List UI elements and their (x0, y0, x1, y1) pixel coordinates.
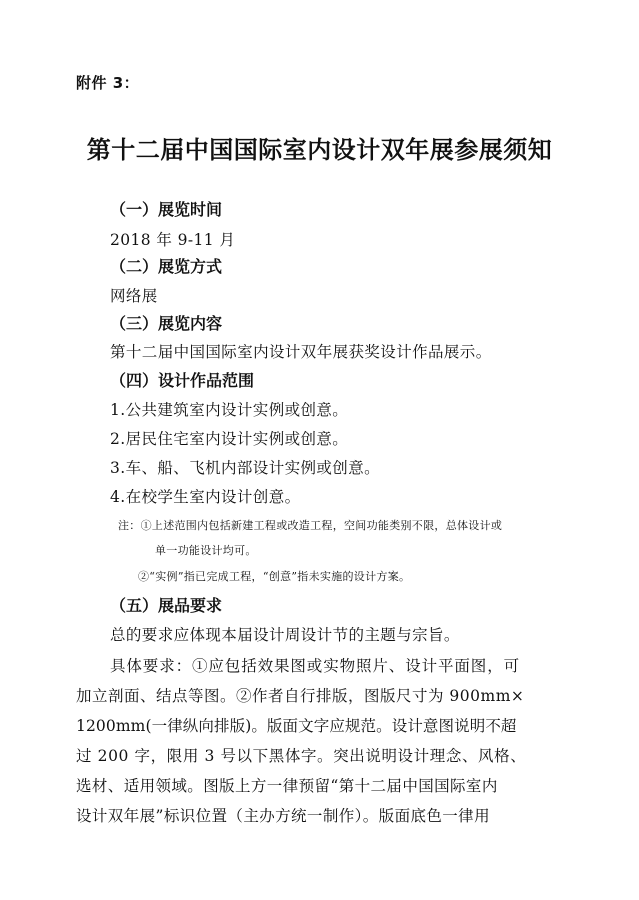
requirements-general: 总的要求应体现本届设计周设计节的主题与宗旨。 (110, 626, 460, 644)
section-body-time: 2018 年 9-11 月 (110, 231, 236, 249)
section-heading-requirements: （五）展品要求 (110, 596, 223, 615)
note-1-line-1: 注：①上述范围内包括新建工程或改造工程，空间功能类别不限，总体设计或 (118, 519, 503, 532)
scope-item-residential: 2.居民住宅室内设计实例或创意。 (110, 430, 349, 448)
scope-item-vehicle: 3.车、船、飞机内部设计实例或创意。 (110, 459, 380, 477)
requirements-detail-line-2: 加立剖面、结点等图。②作者自行排版，图版尺寸为 900mm× (76, 687, 525, 705)
scope-item-student: 4.在校学生室内设计创意。 (110, 488, 301, 506)
section-body-content: 第十二届中国国际室内设计双年展获奖设计作品展示。 (110, 343, 492, 361)
note-2: ②“实例”指已完成工程，“创意”指未实施的设计方案。 (138, 570, 411, 583)
scope-item-public: 1.公共建筑室内设计实例或创意。 (110, 401, 349, 419)
section-body-mode: 网络展 (110, 287, 158, 305)
requirements-detail-line-1: 具体要求：①应包括效果图或实物照片、设计平面图，可 (110, 657, 521, 675)
requirements-detail-line-5: 选材、适用领域。图版上方一律预留“第十二届中国国际室内 (76, 777, 498, 795)
requirements-detail-line-4: 过 200 字，限用 3 号以下黑体字。突出说明设计理念、风格、 (76, 747, 527, 765)
section-heading-time: （一）展览时间 (110, 200, 223, 219)
section-heading-content: （三）展览内容 (110, 314, 223, 333)
document-title: 第十二届中国国际室内设计双年展参展须知 (86, 136, 553, 164)
note-1-line-2: 单一功能设计均可。 (155, 544, 257, 557)
requirements-detail-line-3: 1200mm(一律纵向排版)。版面文字应规范。设计意图说明不超 (76, 717, 517, 735)
requirements-detail-line-6: 设计双年展”标识位置（主办方统一制作）。版面底色一律用 (76, 807, 490, 825)
section-heading-scope: （四）设计作品范围 (110, 371, 255, 390)
attachment-label: 附件 3： (76, 74, 140, 92)
section-heading-mode: （二）展览方式 (110, 257, 223, 276)
